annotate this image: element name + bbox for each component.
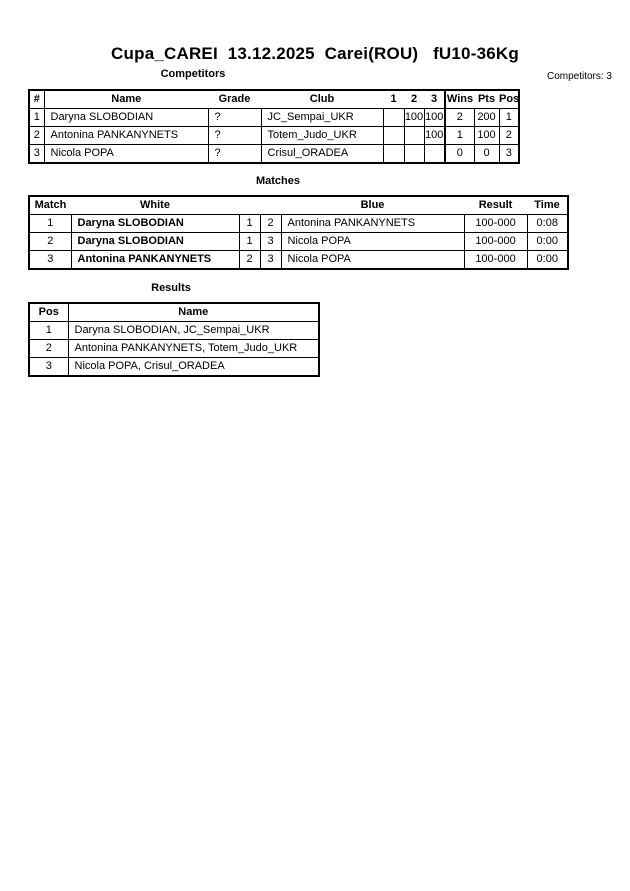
match-time: 0:00 [527,233,568,251]
competitor-pos: 2 [499,127,519,145]
competitor-wins: 2 [445,109,474,127]
result-pos: 2 [29,340,68,358]
competitors-section-title: Competitors [160,68,226,80]
competitor-number: 3 [29,145,44,164]
matches-header-blue: Blue [281,196,464,215]
match-blue-name: Antonina PANKANYNETS [281,215,464,233]
competitor-name: Antonina PANKANYNETS [44,127,208,145]
competitor-grade: ? [208,109,261,127]
match-number: 1 [29,215,71,233]
matches-header-bluenum [260,196,281,215]
match-white-seed: 2 [239,251,260,270]
match-row [29,251,568,270]
competitor-pts: 0 [474,145,499,164]
match-number: 2 [29,233,71,251]
result-pos: 1 [29,322,68,340]
competitor-pts: 100 [474,127,499,145]
competitors-header-pts: Pts [474,90,499,109]
matches-header-time: Time [527,196,568,215]
competitor-name: Daryna SLOBODIAN [44,109,208,127]
competitor-number: 2 [29,127,44,145]
result-name: Antonina PANKANYNETS, Totem_Judo_UKR [68,340,319,358]
result-name: Daryna SLOBODIAN, JC_Sempai_UKR [68,322,319,340]
match-white-seed: 1 [239,233,260,251]
match-blue-seed: 2 [260,215,281,233]
match-row [29,215,568,233]
competitor-round2-score [404,145,424,164]
results-section-title: Results [151,282,191,294]
competitors-header-num: # [29,90,44,109]
result-row [29,340,319,358]
competitor-round2-score [404,127,424,145]
competitor-round1-score [383,127,404,145]
match-blue-name: Nicola POPA [281,251,464,270]
competitor-round2-score: 100 [404,109,424,127]
competitor-pts: 200 [474,109,499,127]
match-white-seed: 1 [239,215,260,233]
results-header-pos: Pos [29,303,68,322]
competitor-wins: 0 [445,145,474,164]
competitors-header-round3: 3 [424,90,445,109]
match-blue-seed: 3 [260,251,281,270]
competitor-club: Totem_Judo_UKR [261,127,383,145]
competitors-count-label: Competitors: 3 [546,71,612,82]
competitor-pos: 3 [499,145,519,164]
results-header-row [29,303,319,322]
match-time: 0:08 [527,215,568,233]
competitor-row [29,145,519,164]
competitor-number: 1 [29,109,44,127]
competitor-round1-score [383,109,404,127]
competitor-grade: ? [208,145,261,164]
results-header-name: Name [68,303,319,322]
matches-table [28,195,569,270]
competitor-club: JC_Sempai_UKR [261,109,383,127]
competitors-header-pos: Pos [499,90,519,109]
competitor-round3-score: 100 [424,127,445,145]
matches-header-white: White [71,196,239,215]
competitors-header-round1: 1 [383,90,404,109]
result-row [29,322,319,340]
match-time: 0:00 [527,251,568,270]
matches-header-result: Result [464,196,527,215]
competitors-header-row [29,90,519,109]
competitors-header-wins: Wins [445,90,474,109]
competitor-club: Crisul_ORADEA [261,145,383,164]
competitor-row [29,127,519,145]
match-number: 3 [29,251,71,270]
results-table [28,302,320,377]
match-result: 100-000 [464,233,527,251]
competitor-round3-score [424,145,445,164]
match-white-name: Daryna SLOBODIAN [71,233,239,251]
match-row [29,233,568,251]
match-blue-name: Nicola POPA [281,233,464,251]
matches-header-match: Match [29,196,71,215]
matches-section-title: Matches [255,175,301,187]
competitor-wins: 1 [445,127,474,145]
competitor-name: Nicola POPA [44,145,208,164]
competitors-header-grade: Grade [208,90,261,109]
competitors-header-club: Club [261,90,383,109]
competitor-grade: ? [208,127,261,145]
match-result: 100-000 [464,251,527,270]
result-row [29,358,319,377]
competitors-header-name: Name [44,90,208,109]
page-title: Cupa_CAREI 13.12.2025 Carei(ROU) fU10-36Kg [111,44,519,63]
competitor-round3-score: 100 [424,109,445,127]
competitor-row [29,109,519,127]
result-name: Nicola POPA, Crisul_ORADEA [68,358,319,377]
competitor-pos: 1 [499,109,519,127]
competitors-table [28,89,520,164]
competitors-header-round2: 2 [404,90,424,109]
match-blue-seed: 3 [260,233,281,251]
match-result: 100-000 [464,215,527,233]
result-pos: 3 [29,358,68,377]
matches-header-row [29,196,568,215]
match-white-name: Daryna SLOBODIAN [71,215,239,233]
match-white-name: Antonina PANKANYNETS [71,251,239,270]
matches-header-whitenum [239,196,260,215]
competitor-round1-score [383,145,404,164]
